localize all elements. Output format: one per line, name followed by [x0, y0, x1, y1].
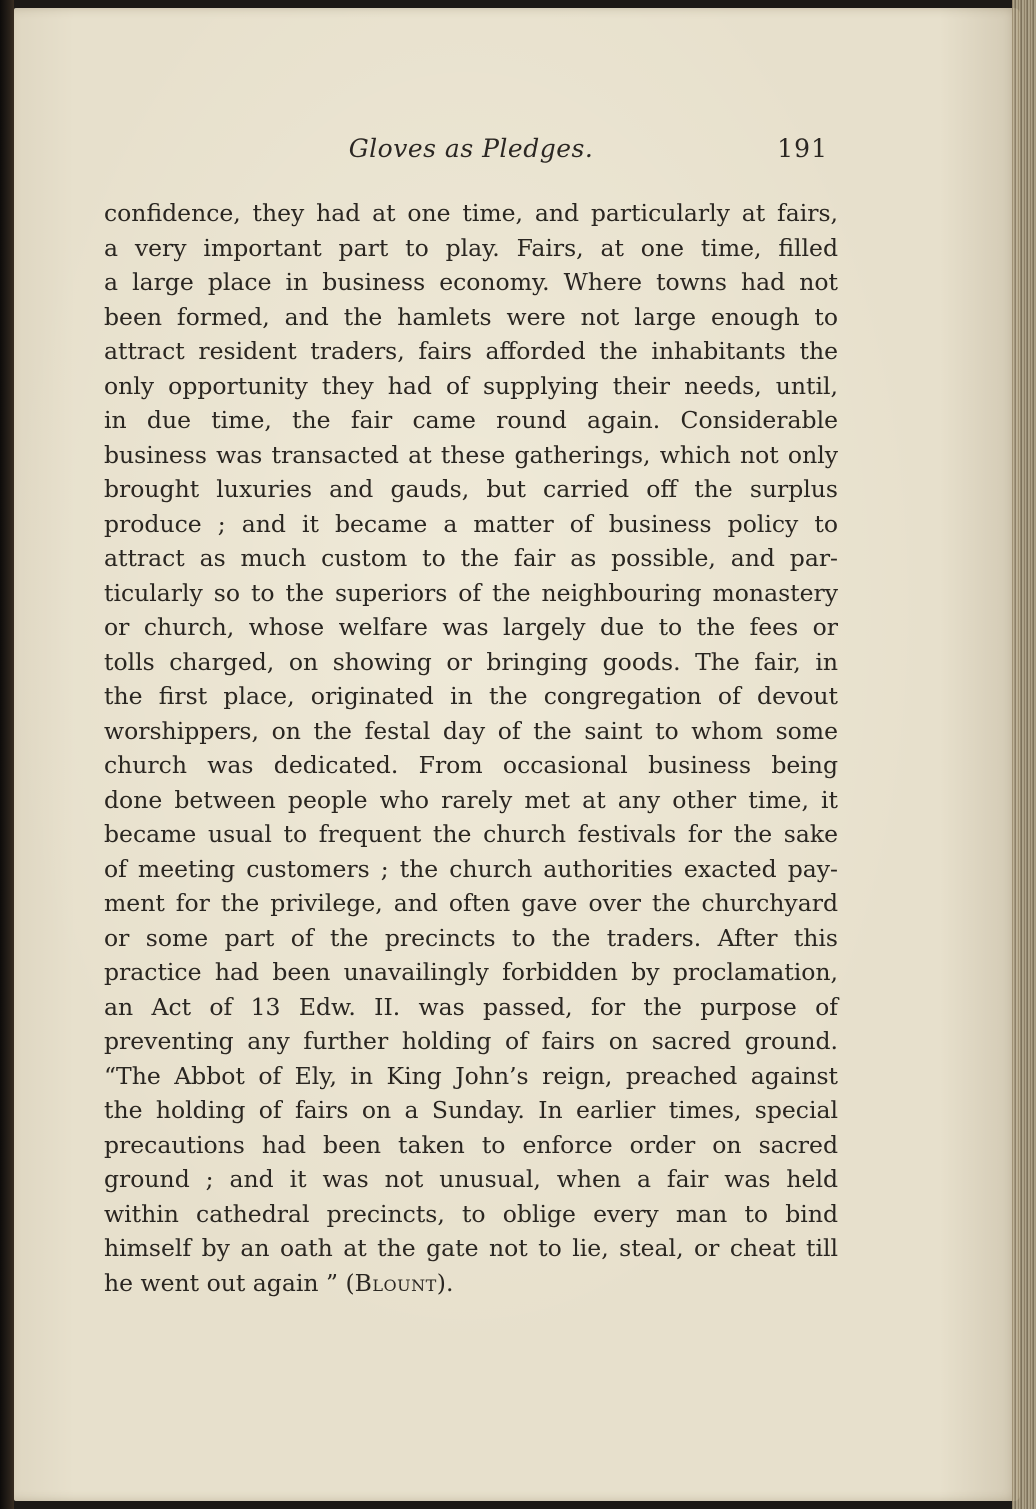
text-line: “The Abbot of Ely, in King John’s reign, preached against	[104, 1061, 838, 1090]
text-line: within cathedral precincts, to oblige every man to bind	[104, 1199, 838, 1228]
text-line: done between people who rarely met at any other time, it	[104, 785, 838, 814]
text-line: or some part of the precincts to the traders. After this	[104, 923, 838, 952]
text-line: attract as much custom to the fair as possible, and par-	[104, 544, 838, 572]
page-number: 191	[777, 134, 828, 163]
text-line: ticularly so to the superiors of the neighbouring monastery	[104, 578, 838, 607]
text-line: produce ; and it became a matter of business policy to	[104, 509, 838, 538]
text-line: brought luxuries and gauds, but carried off the surplus	[104, 475, 838, 503]
text-line: only opportunity they had of supplying their needs, until,	[104, 371, 838, 400]
text-line: became usual to frequent the church festivals for the sake	[104, 820, 838, 848]
text-line: himself by an oath at the gate not to lie, steal, or cheat till	[104, 1234, 838, 1262]
text-line: an Act of 13 Edw. II. was passed, for the purpose of	[104, 992, 838, 1021]
text-line: of meeting customers ; the church authorities exacted pay-	[104, 854, 838, 883]
text-line: precautions had been taken to enforce order on sacred	[104, 1130, 838, 1159]
text-line: in due time, the fair came round again. Considerable	[104, 406, 838, 434]
page-header	[104, 130, 838, 170]
text-line-last	[104, 1266, 838, 1301]
text-line: or church, whose welfare was largely due to the fees or	[104, 613, 838, 641]
body-text	[104, 196, 838, 1300]
text-line: a very important part to play. Fairs, at one time, filled	[104, 233, 838, 262]
text-line: attract resident traders, fairs afforded the inhabitants the	[104, 337, 838, 365]
author-citation: Blount	[354, 1268, 437, 1297]
text-line: a large place in business economy. Where towns had not	[104, 268, 838, 296]
running-title: Gloves as Pledges.	[348, 134, 594, 163]
text-line: business was transacted at these gatherings, which not only	[104, 440, 838, 469]
last-line-suffix: ).	[436, 1268, 454, 1297]
text-line: tolls charged, on showing or bringing goods. The fair, in	[104, 647, 838, 676]
text-line: the first place, originated in the congregation of devout	[104, 682, 838, 710]
text-line: practice had been unavailingly forbidden by proclamation,	[104, 958, 838, 986]
text-line: been formed, and the hamlets were not large enough to	[104, 302, 838, 331]
text-line: confidence, they had at one time, and particularly at fairs,	[104, 199, 838, 227]
text-line: the holding of fairs on a Sunday. In earlier times, special	[104, 1096, 838, 1124]
text-line: church was dedicated. From occasional business being	[104, 751, 838, 779]
text-line: ground ; and it was not unusual, when a fair was held	[104, 1165, 838, 1193]
text-line: worshippers, on the festal day of the saint to whom some	[104, 716, 838, 745]
book-binding-edge	[0, 0, 14, 1509]
last-line-prefix: he went out again ” (	[104, 1268, 355, 1297]
text-line: preventing any further holding of fairs on sacred ground.	[104, 1027, 838, 1055]
page-fore-edge	[1012, 0, 1036, 1509]
text-line: ment for the privilege, and often gave over the churchyard	[104, 889, 838, 917]
